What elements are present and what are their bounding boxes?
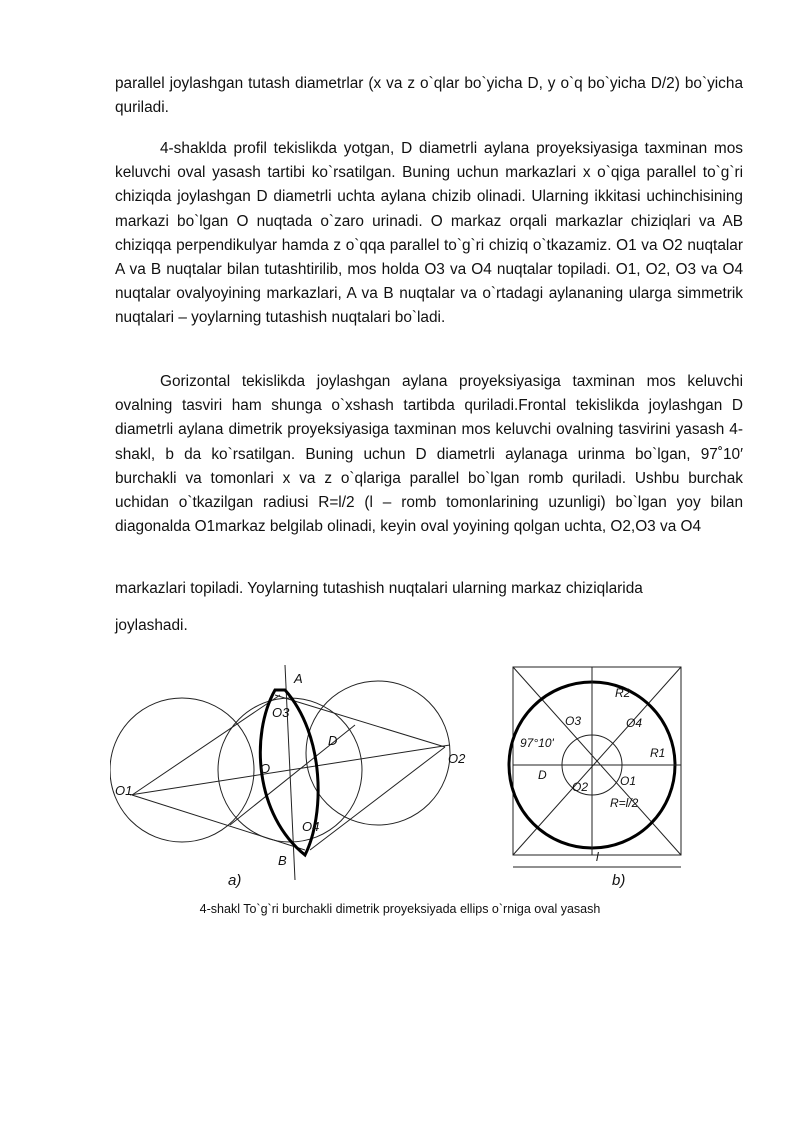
panel-b-label: b) bbox=[612, 872, 626, 889]
circle-left bbox=[110, 698, 254, 842]
figure-4 bbox=[110, 655, 700, 895]
label-a: A bbox=[294, 671, 303, 686]
label-o1: O1 bbox=[115, 783, 133, 798]
label-radius: R=l/2 bbox=[610, 796, 639, 810]
paragraph-4-line-1: markazlari topiladi. Yoylarning tutashish nuqtalari ularning markaz chiziqlarida bbox=[115, 580, 643, 597]
label-o: O bbox=[260, 761, 271, 776]
label-r2: R2 bbox=[615, 686, 631, 700]
label-o4: O4 bbox=[302, 819, 320, 834]
figure-caption: 4-shakl To`g`ri burchakli dimetrik proyeksiyada ellips o`rniga oval yasash bbox=[199, 902, 601, 916]
label-b-o2: O2 bbox=[572, 780, 589, 794]
paragraph-1: parallel joylashgan tutash diametrlar (x va z o`qlar bo`yicha D, y o`q bo`yicha D/2) bo`yicha quriladi. bbox=[115, 75, 743, 117]
figure-b-labels bbox=[520, 686, 665, 889]
circle-right bbox=[306, 681, 450, 825]
line-o2-a bbox=[275, 695, 445, 747]
paragraph-3: Gorizontal tekislikda joylashgan aylana proyeksiyasiga taxminan mos keluvchi ovalning tasviri ham shunga o`xshash tartibda quriladi.Frontal tekislikda joylashgan D diametrli aylana dimetrik proyeksiyasiga taxminan mos keluvchi ovalning tasvirini yasash 4-shakl, b da ko`rsatilgan. Buning uchun D diametrli aylanaga urinma bo`lgan, 97˚10′ burchakli va tomonlari x va z o`qlariga parallel bo`lgan romb quriladi. Ushbu burchak uchidan o`tkazilgan radiusi R=l/2 (l – romb tomonlarining uzunligi) bo`lgan yoy bilan diagonalda O1markaz belgilab olinadi, keyin oval yoyining qolgan uchta, O2,O3 va O4 bbox=[115, 373, 743, 536]
label-b-o1: O1 bbox=[620, 774, 637, 788]
label-o3: O3 bbox=[272, 705, 290, 720]
label-r1: R1 bbox=[650, 746, 666, 760]
figure-a-diagram bbox=[110, 665, 450, 880]
label-b-o3: O3 bbox=[565, 714, 582, 728]
paragraph-2: 4-shaklda profil tekislikda yotgan, D diametrli aylana proyeksiyasiga taxminan mos keluvchi oval yasash tartibi ko`rsatilgan. Buning uchun markazlari x o`qiga parallel to`g`ri chiziqda joylashgan D diametrli uchta aylana chizib olinadi. Ularning ikkitasi uchinchisining markazi bo`lgan O nuqtada o`zaro urinadi. O markaz orqali markazlar chiziqlari va AB chiziqqa perpendikulyar hamda z o`qqa parallel to`g`ri chiziq o`tkazamiz. O1 va O2 nuqtalar A va B nuqtalar bilan tutashtirilib, mos holda O3 va O4 nuqtalar topiladi. O1, O2, O3 va O4 nuqtalar ovalyoyining markazlari, A va B nuqtalar va o`rtadagi aylananing ularga simmetrik nuqtalari – yoylarning tutashish nuqtalari bo`ladi. bbox=[115, 140, 743, 327]
label-b: B bbox=[278, 853, 287, 868]
label-angle: 97°10' bbox=[520, 736, 554, 750]
paragraph-4-line-2: joylashadi. bbox=[115, 617, 188, 634]
label-b-d: D bbox=[538, 768, 547, 782]
panel-a-label: a) bbox=[228, 872, 242, 889]
line-o2-b bbox=[310, 747, 445, 850]
label-l: l bbox=[596, 850, 599, 864]
label-d: D bbox=[328, 733, 338, 748]
line-o1-a bbox=[132, 695, 280, 795]
label-o2: O2 bbox=[448, 751, 466, 766]
figure-b-diagram bbox=[509, 667, 681, 867]
label-b-o4: O4 bbox=[626, 716, 643, 730]
